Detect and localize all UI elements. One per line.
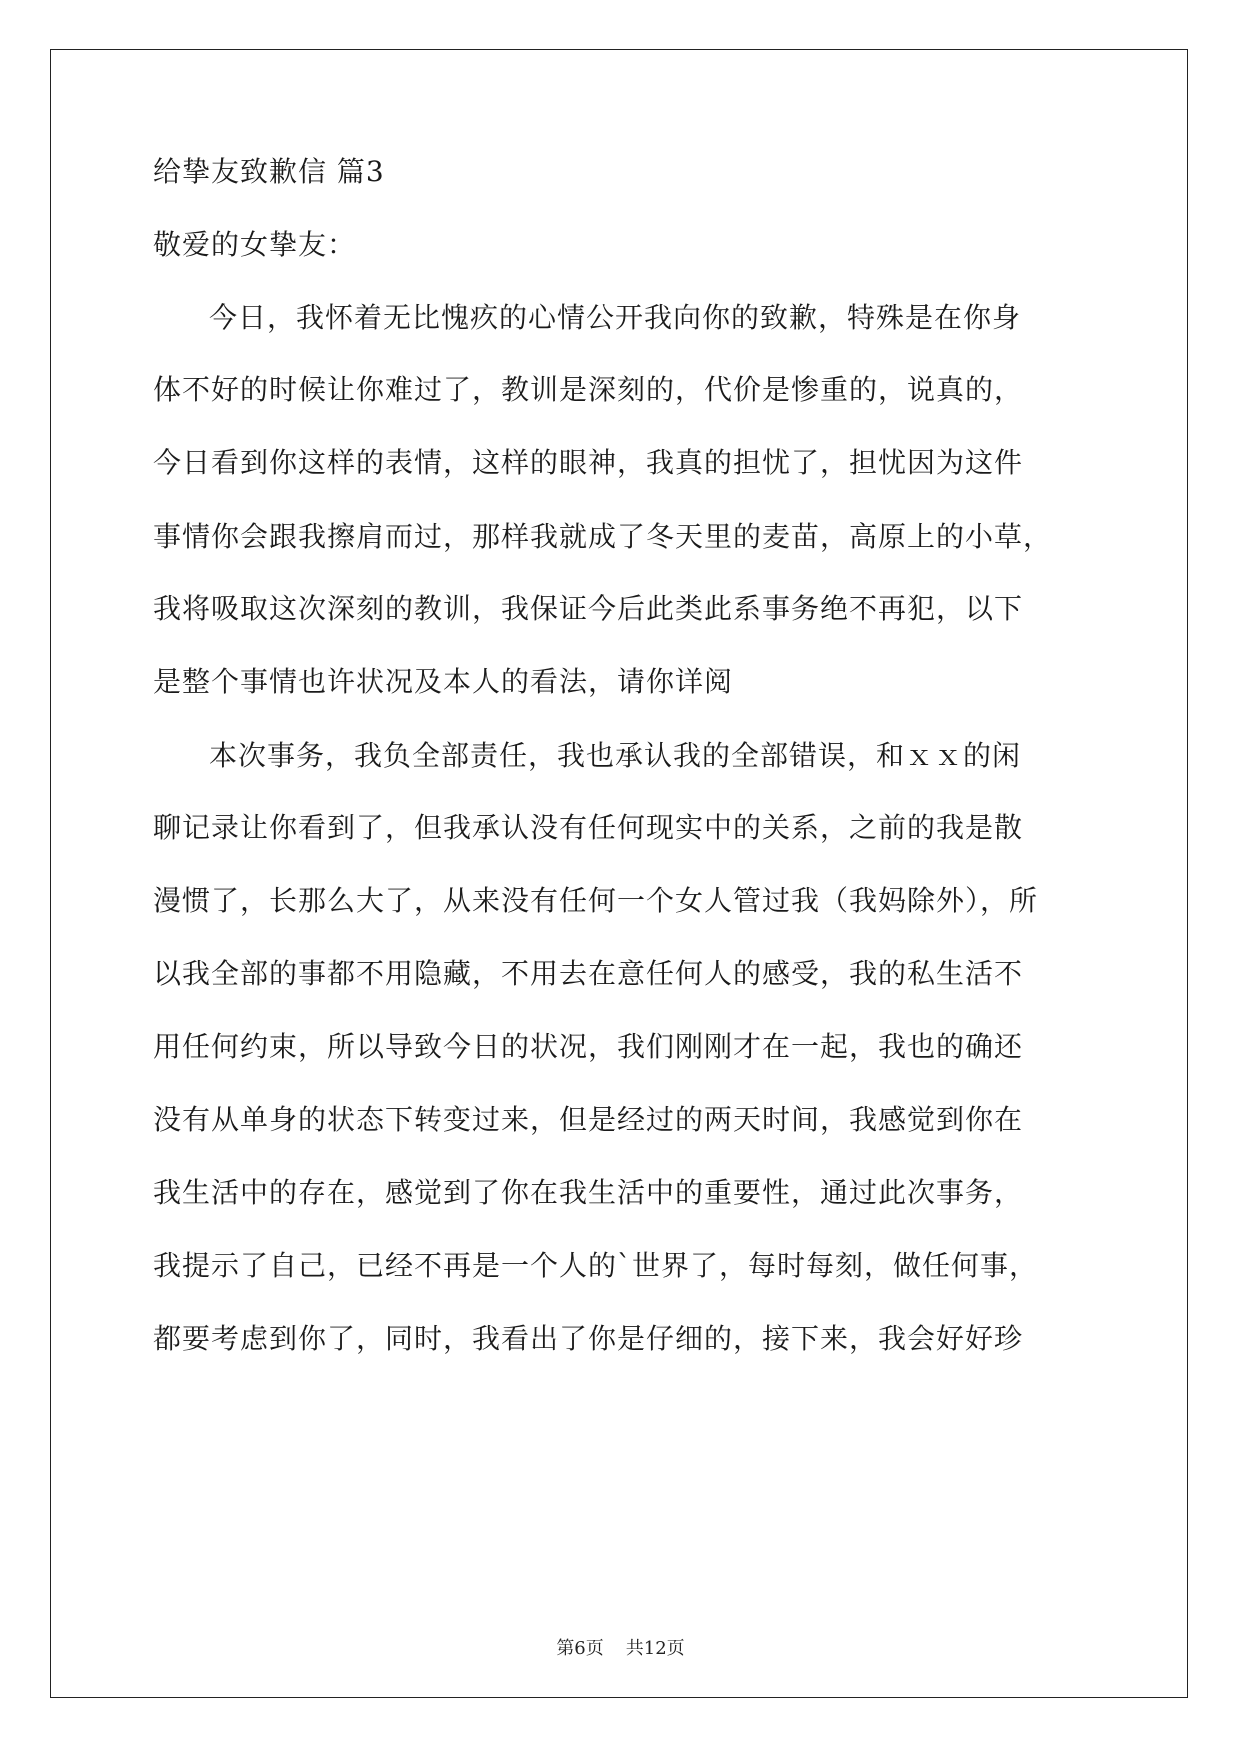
- paragraph-line: 都要考虑到你了，同时，我看出了你是仔细的，接下来，我会好好珍: [153, 1322, 1024, 1355]
- paragraph-line: 是整个事情也许状况及本人的看法，请你详阅: [153, 665, 734, 698]
- paragraph-line: 我生活中的存在，感觉到了你在我生活中的重要性，通过此次事务，: [153, 1176, 1024, 1209]
- paragraph-line: 我提示了自己，已经不再是一个人的`世界了，每时每刻，做任何事，: [153, 1249, 1039, 1282]
- paragraph-line: 漫惯了，长那么大了，从来没有任何一个女人管过我（我妈除外），所: [153, 884, 1039, 917]
- document-title: 给挚友致歉信 篇3: [153, 155, 385, 188]
- paragraph-line: 今日看到你这样的表情，这样的眼神，我真的担忧了，担忧因为这件: [153, 446, 1024, 479]
- paragraph-line: 今日，我怀着无比愧疚的心情公开我向你的致歉，特殊是在你身: [209, 301, 1022, 334]
- page-total: 共12页: [625, 1638, 685, 1659]
- paragraph-line: 我将吸取这次深刻的教训，我保证今后此类此系事务绝不再犯，以下: [153, 592, 1024, 625]
- paragraph-line: 事情你会跟我擦肩而过，那样我就成了冬天里的麦苗，高原上的小草，: [153, 520, 1053, 553]
- salutation: 敬爱的女挚友：: [153, 228, 357, 261]
- page-border: [50, 49, 1188, 1698]
- paragraph-line: 以我全部的事都不用隐藏，不用去在意任何人的感受，我的私生活不: [153, 957, 1024, 990]
- paragraph-line: 用任何约束，所以导致今日的状况，我们刚刚才在一起，我也的确还: [153, 1030, 1024, 1063]
- paragraph-line: 没有从单身的状态下转变过来，但是经过的两天时间，我感觉到你在: [153, 1103, 1024, 1136]
- page-number: 第6页: [556, 1638, 604, 1659]
- paragraph-line: 体不好的时候让你难过了，教训是深刻的，代价是惨重的，说真的，: [153, 373, 1024, 406]
- paragraph-line: 本次事务，我负全部责任，我也承认我的全部错误，和ｘｘ的闲: [209, 739, 1022, 772]
- page-footer: [0, 1637, 1241, 1661]
- paragraph-line: 聊记录让你看到了，但我承认没有任何现实中的关系，之前的我是散: [153, 811, 1024, 844]
